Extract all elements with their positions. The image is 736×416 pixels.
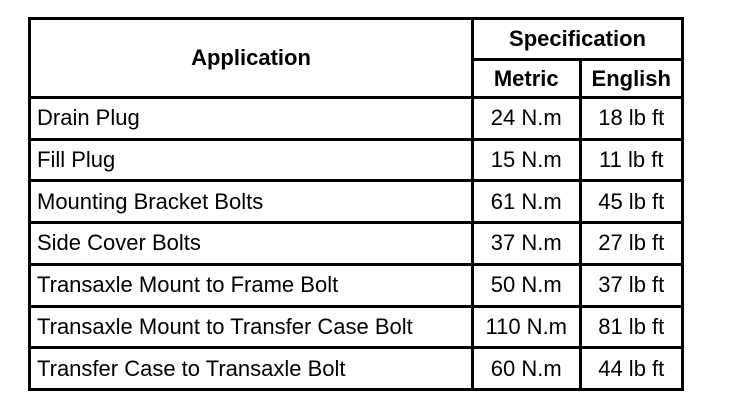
english-cell: 18 lb ft (580, 98, 683, 140)
english-cell: 45 lb ft (580, 181, 683, 223)
application-cell: Transaxle Mount to Frame Bolt (30, 264, 473, 306)
application-cell: Fill Plug (30, 139, 473, 181)
english-cell: 27 lb ft (580, 223, 683, 265)
specification-header: Specification (473, 19, 683, 60)
metric-cell: 50 N.m (473, 264, 580, 306)
english-cell: 11 lb ft (580, 139, 683, 181)
header-row-top (30, 19, 683, 60)
application-cell: Mounting Bracket Bolts (30, 181, 473, 223)
english-cell: 37 lb ft (580, 264, 683, 306)
table-row (30, 348, 683, 390)
table-row (30, 306, 683, 348)
metric-cell: 61 N.m (473, 181, 580, 223)
table-row (30, 181, 683, 223)
application-cell: Drain Plug (30, 98, 473, 140)
torque-spec-table (28, 17, 684, 391)
application-cell: Transaxle Mount to Transfer Case Bolt (30, 306, 473, 348)
metric-cell: 110 N.m (473, 306, 580, 348)
application-cell: Side Cover Bolts (30, 223, 473, 265)
english-cell: 44 lb ft (580, 348, 683, 390)
metric-cell: 60 N.m (473, 348, 580, 390)
metric-cell: 24 N.m (473, 98, 580, 140)
english-cell: 81 lb ft (580, 306, 683, 348)
metric-cell: 15 N.m (473, 139, 580, 181)
table-row (30, 223, 683, 265)
table-row (30, 264, 683, 306)
english-header: English (580, 60, 683, 98)
metric-header: Metric (473, 60, 580, 98)
table-row (30, 98, 683, 140)
table-row (30, 139, 683, 181)
application-header: Application (30, 19, 473, 98)
application-cell: Transfer Case to Transaxle Bolt (30, 348, 473, 390)
metric-cell: 37 N.m (473, 223, 580, 265)
